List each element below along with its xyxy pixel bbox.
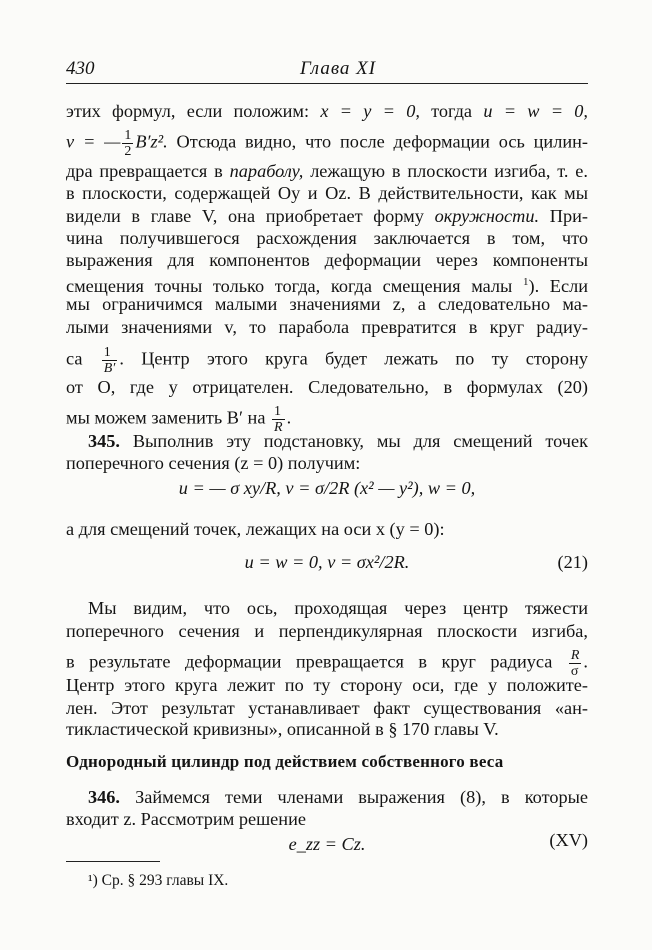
text-line: видели в главе V, она приобретает форму окружности. При- [66,206,588,226]
text-line: 345. Выполнив эту подстановку, мы для смещений точек [88,431,588,451]
text-line: v = — $\frac{1}{2}$ B′z². Отсюда видно, что после деформации ось цилин- [66,128,588,159]
header-rule [66,83,588,84]
text-line: лен. Этот результат устанавливает факт существования «ан- [66,698,588,718]
formula: e_zz = Cz. [288,834,366,854]
text-line: Центр этого круга лежит по ту сторону оси, где y положите- [66,675,588,695]
text-line: входит z. Рассмотрим решение [66,809,306,829]
text-line: 346. Займемся теми членами выражения (8), в которые [88,787,588,807]
text-line: поперечного сечения и перпендикулярная плоскости изгиба, [66,621,588,641]
text-line: лыми значениями v, то парабола превратится в круг радиу- [66,317,588,337]
fraction: $\frac{1}{2}$ [124,128,132,159]
page-number: 430 [66,58,95,79]
section-heading: Однородный цилиндр под действием собственного веса [66,752,504,771]
footnote: ¹) Ср. § 293 главы IX. [88,872,229,889]
chapter-title: Глава XI [300,58,377,79]
fraction: $\frac{1}{R}$ [274,404,283,435]
text-line: этих формул, если положим: x = y = 0, тогда u = w = 0, [66,101,588,121]
formula: u = w = 0, v = σx²/2R. [244,552,410,572]
text-line: поперечного сечения (z = 0) получим: [66,453,361,473]
fraction: $\frac{1}{B'}$ [103,345,116,376]
text-line: от O, где y отрицателен. Следовательно, в формулах (20) [66,377,588,397]
text-line: в результате деформации превращается в круг радиуса $\frac{R}{\sigma}$ . [66,648,588,679]
book-page [66,0,588,950]
page-header [66,58,588,84]
paragraph-number: 345. [88,431,120,451]
text-line: дра превращается в параболу, лежащую в плоскости изгиба, т. е. [66,161,588,181]
text-line: мы ограничимся малыми значениями z, а следовательно ма- [66,294,588,314]
text-line: са $\frac{1}{B'}$ . Центр этого круга будет лежать по ту сторону [66,345,588,376]
text-line: чина получившегося расхождения заключается в том, что [66,228,588,248]
formula: u = — σ xy/R, v = σ/2R (x² — y²), w = 0, [178,478,476,498]
equation-number: (21) [557,552,588,572]
text-line: в плоскости, содержащей Oy и Oz. В действительности, как мы [66,183,588,203]
paragraph-number: 346. [88,787,120,807]
text-line: смещения точны только тогда, когда смещения малы $^1$). Если [66,276,588,297]
text-line: Мы видим, что ось, проходящая через центр тяжести [88,598,588,618]
equation-number: (XV) [549,830,588,850]
text-line: тикластической кривизны», описанной в § 170 главы V. [66,719,499,739]
text-line: мы можем заменить B′ на $\frac{1}{R}$ . [66,404,292,435]
fraction: $\frac{R}{\sigma}$ [570,648,580,679]
text-line: выражения для компонентов деформации через компоненты [66,250,588,270]
text-line: а для смещений точек, лежащих на оси x (y = 0): [66,519,445,539]
footnote-rule [66,861,160,862]
